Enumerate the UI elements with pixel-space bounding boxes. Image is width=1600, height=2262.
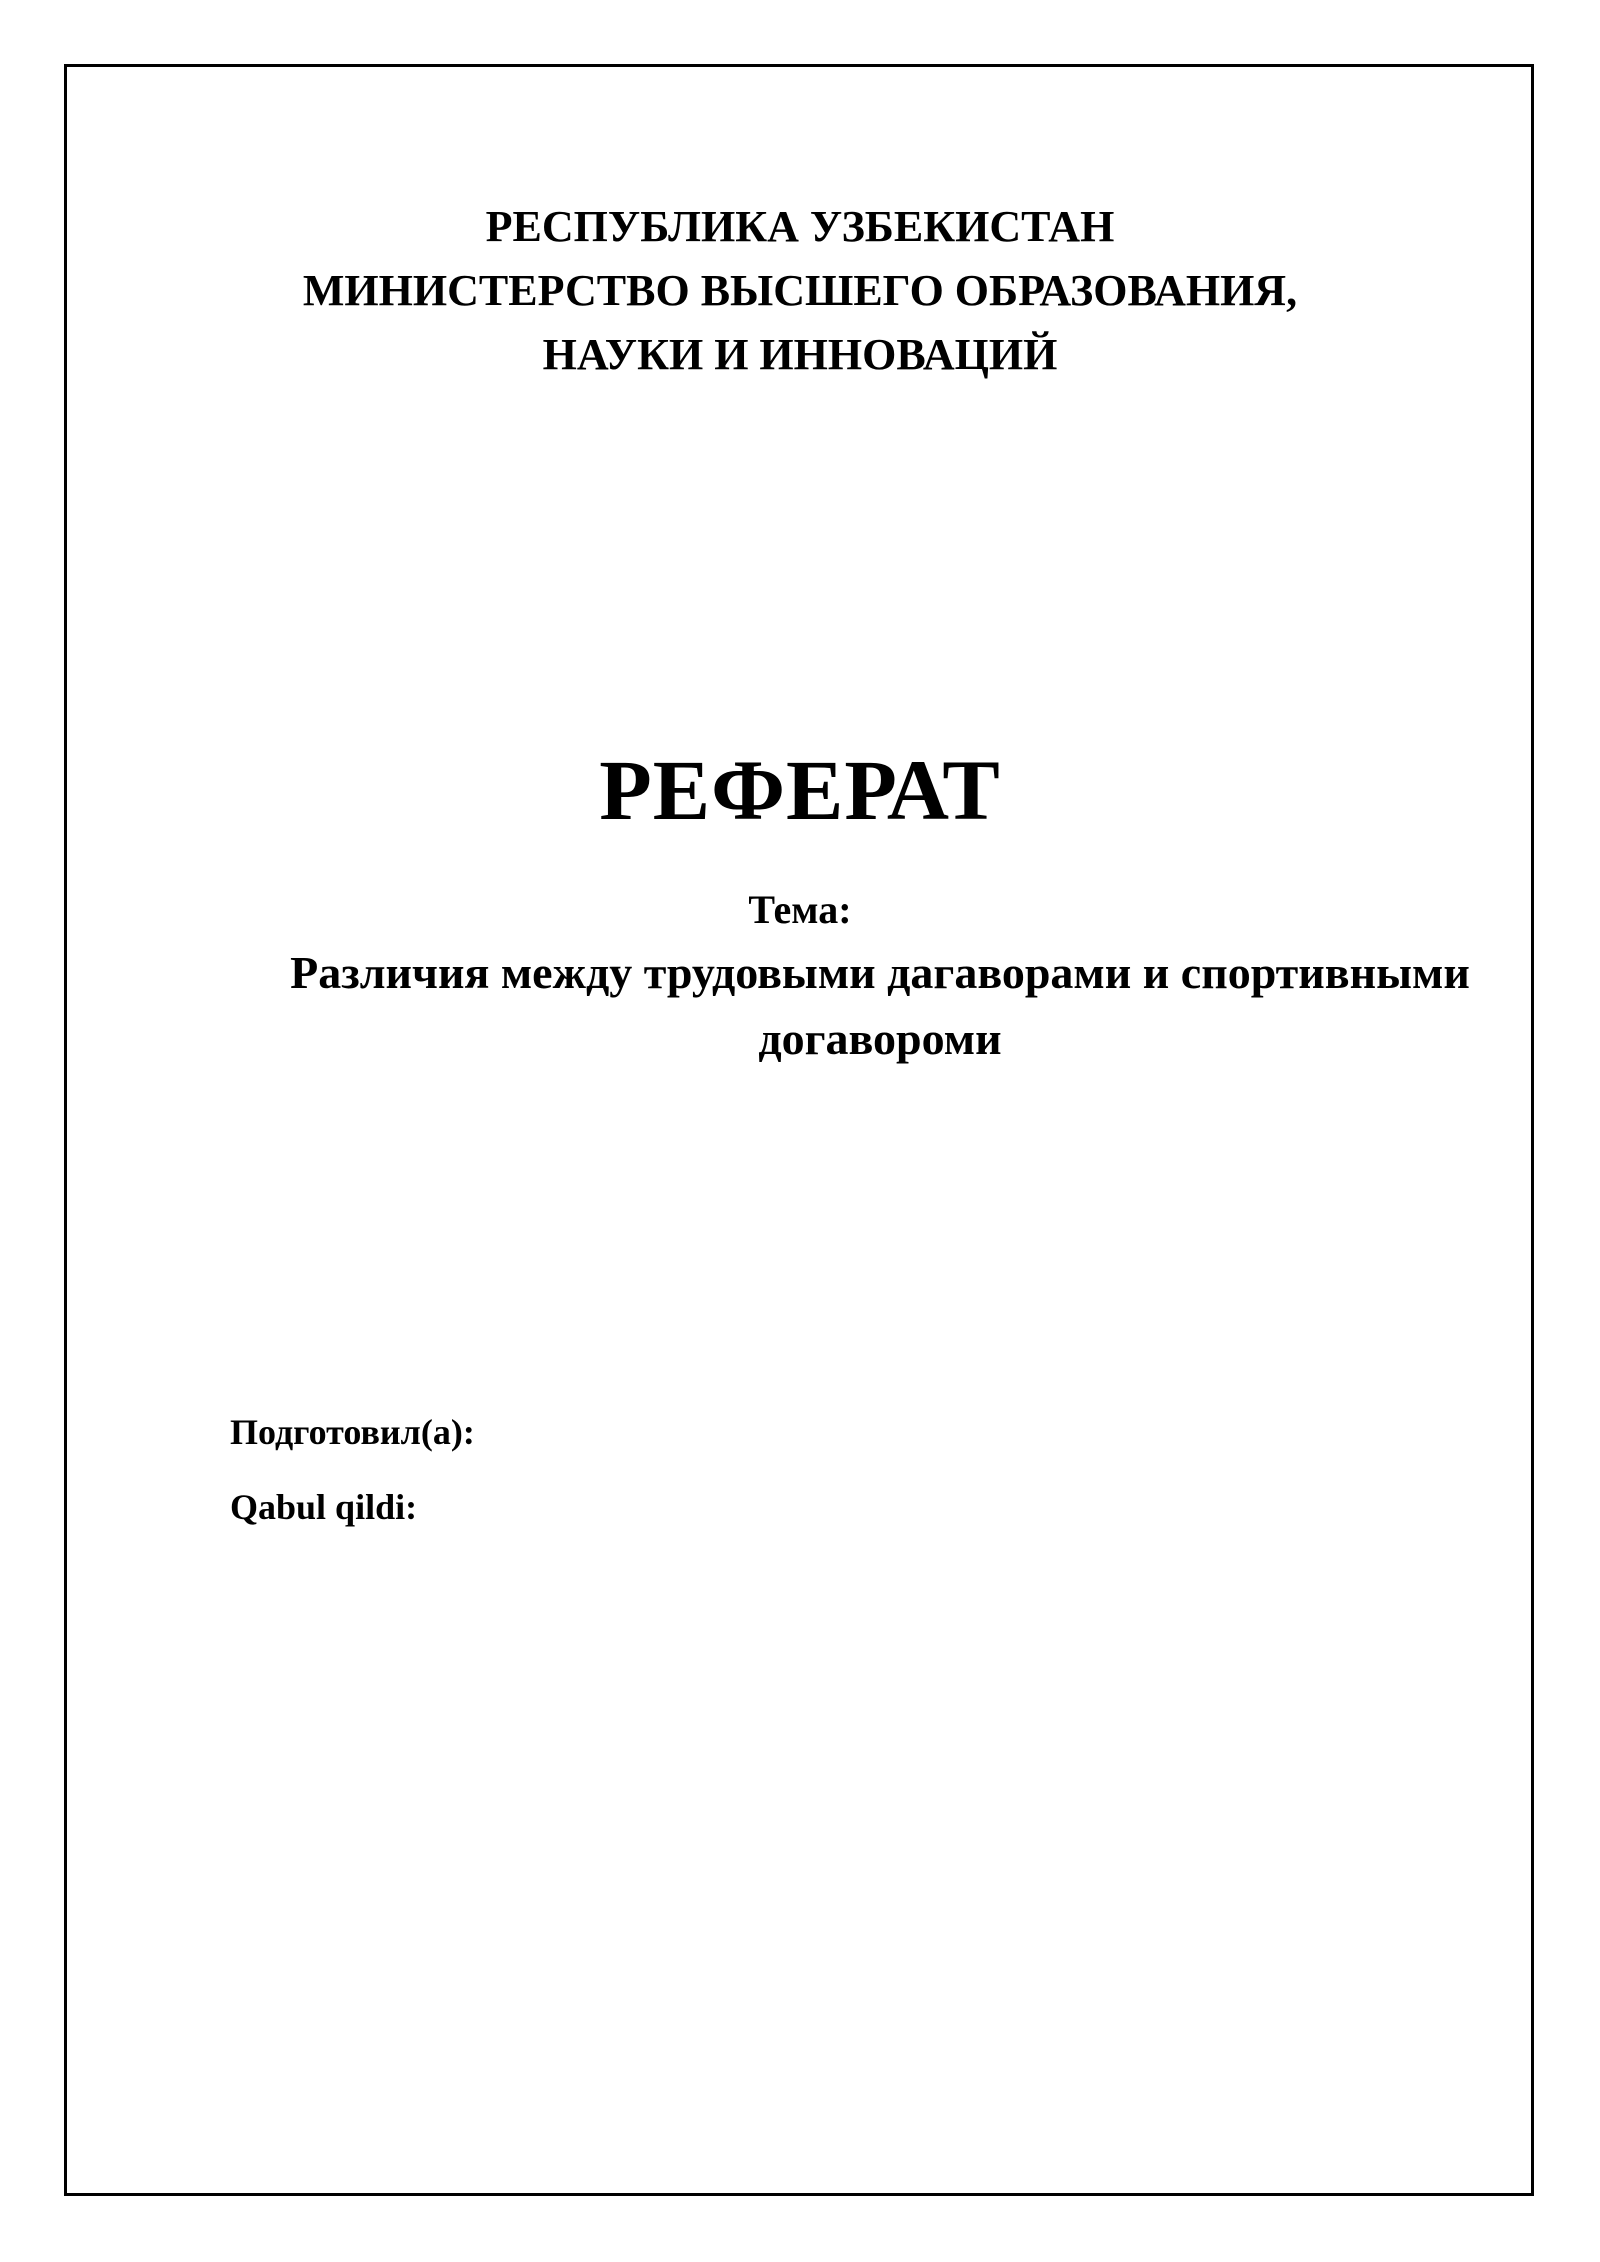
topic-line-1: Различия между трудовыми дагаворами и спортивными	[290, 947, 1470, 998]
topic-label: Тема:	[748, 887, 852, 932]
topic-text	[210, 940, 1550, 1072]
prepared-by-label: Подготовил(а):	[230, 1412, 475, 1452]
accepted-by-label: Qabul qildi:	[230, 1487, 418, 1527]
header-country: РЕСПУБЛИКА УЗБЕКИСТАН	[485, 202, 1115, 251]
document-title: РЕФЕРАТ	[599, 742, 1001, 838]
ministry-header	[0, 195, 1600, 387]
topic-line-2: догавороми	[758, 1013, 1002, 1064]
header-ministry-continued: НАУКИ И ИННОВАЦИЙ	[542, 330, 1058, 379]
header-ministry: МИНИСТЕРСТВО ВЫСШЕГО ОБРАЗОВАНИЯ,	[302, 266, 1298, 315]
